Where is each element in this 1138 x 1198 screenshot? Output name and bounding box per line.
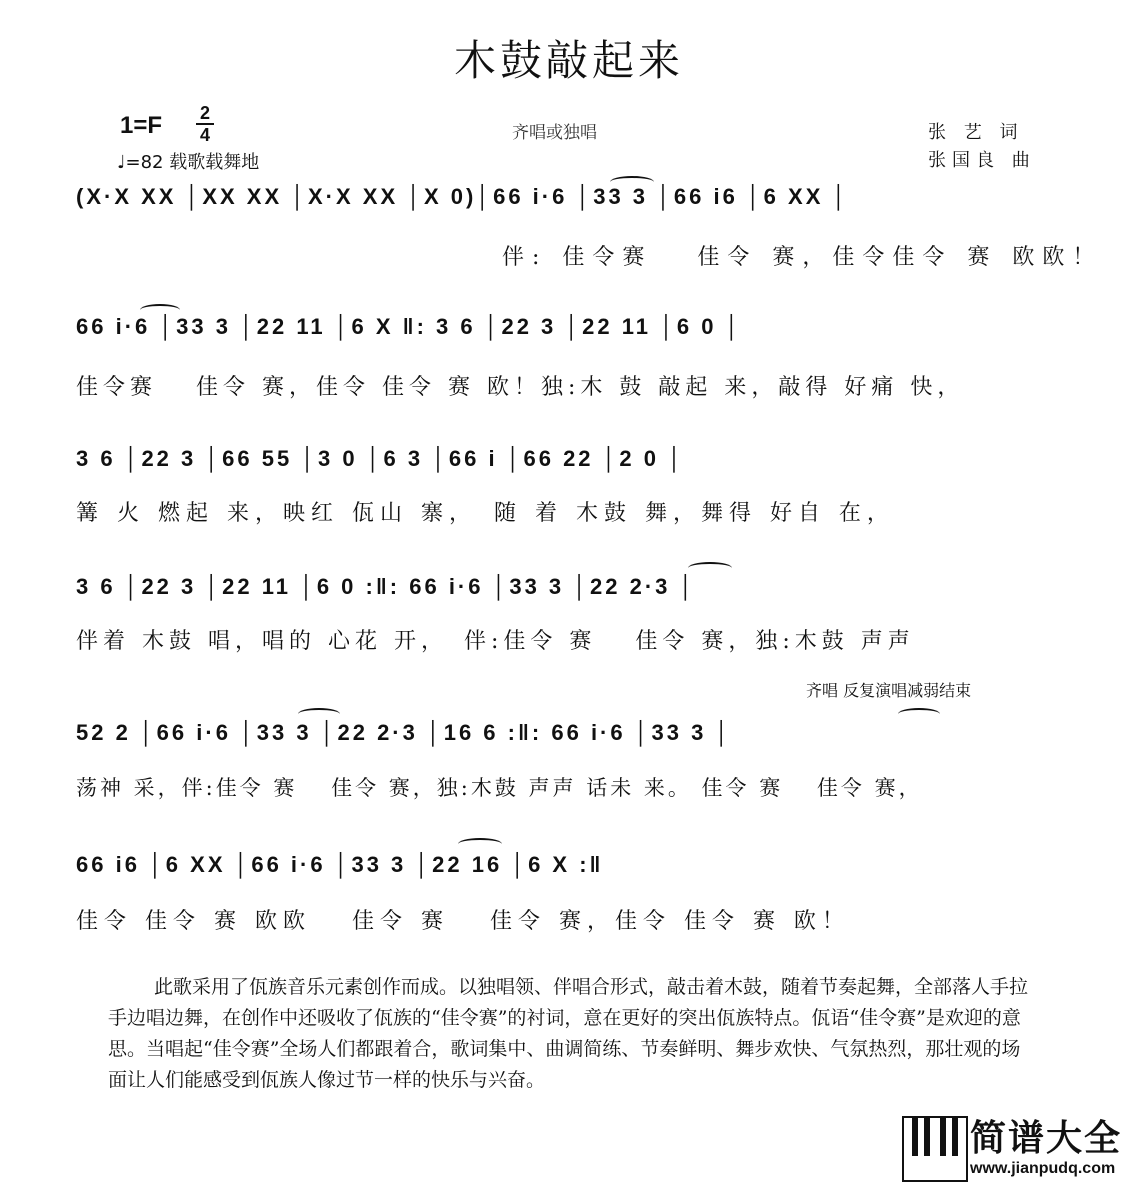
time-signature [196, 104, 214, 144]
watermark-name: 简谱大全 [970, 1118, 1123, 1159]
notes-line-3: 3 6 │22 3 │66 55 │3 0 │6 3 │66 i │66 22 │2 0 │ [76, 446, 685, 471]
song-description: 此歌采用了佤族音乐元素创作而成。以独唱领、伴唱合形式，敲击着木鼓，随着节奏起舞，全部落人手拉手边唱边舞，在创作中还吸收了佤族的“佳令赛”的衬词，意在更好的突出佤族特点。佤语“佳令赛”是欢迎的意思。当唱起“佳令赛”全场人们都跟着合，歌词集中、曲调简练、节奏鲜明、舞步欢快、气氛热烈，那壮观的场面让人们能感受到佤族人像过节一样的快乐与兴奋。 [108, 976, 1029, 1091]
repeat-annotation: 齐唱 反复演唱减弱结束 [806, 681, 972, 700]
tempo-marking: ♩=82 载歌载舞地 [117, 152, 260, 173]
tie-arc [610, 176, 654, 188]
notes-line-4: 3 6 │22 3 │22 11 │6 0 :‖: 66 i·6 │33 3 │22 2·3 │ [76, 574, 697, 599]
notes-line-2: 66 i·6 │33 3 │22 11 │6 X ‖: 3 6 │22 3 │22 11 │6 0 │ [76, 314, 743, 339]
site-watermark [902, 1110, 1132, 1192]
tie-arc [898, 708, 940, 720]
lyrics-line-6: 佳令 佳令 赛 欧欧 佳令 赛 佳令 赛，佳令 佳令 赛 欧！ [76, 909, 850, 934]
tie-arc [298, 708, 340, 720]
tie-arc [688, 562, 732, 574]
performance-style: 齐唱或独唱 [512, 123, 597, 143]
composer-credit: 张国良 曲 [928, 150, 1036, 171]
tie-arc [458, 838, 502, 850]
song-title: 木鼓敲起来 [453, 36, 684, 85]
lyrics-line-1: 伴: 佳令赛 佳令 赛，佳令佳令 赛 欧欧！ [502, 245, 1103, 270]
lyrics-line-4: 伴着 木鼓 唱，唱的 心花 开， 伴:佳令 赛 佳令 赛，独:木鼓 声声 [76, 629, 915, 654]
time-signature-bottom: 4 [199, 125, 210, 145]
tie-arc [140, 304, 180, 316]
lyrics-line-5: 荡神 采，伴:佳令 赛 佳令 赛，独:木鼓 声声 话未 来。 佳令 赛 佳令 赛， [76, 776, 923, 800]
time-signature-top: 2 [199, 103, 210, 123]
lyricist-credit: 张 艺 词 [928, 122, 1024, 143]
lyrics-line-2: 佳令赛 佳令 赛，佳令 佳令 赛 欧！独:木 鼓 敲起 来，敲得 好痛 快， [76, 375, 965, 400]
notes-line-5: 52 2 │66 i·6 │33 3 │22 2·3 │16 6 :‖: 66 i·6 │33 3 │ [76, 720, 733, 745]
piano-keys-icon [902, 1116, 968, 1182]
key-signature: 1=F [120, 112, 163, 139]
lyrics-line-3: 篝 火 燃起 来，映红 佤山 寨， 随 着 木鼓 舞，舞得 好自 在， [76, 501, 895, 526]
notes-line-1: (X·X XX │XX XX │X·X XX │X 0)│66 i·6 │33 3 │66 i6 │6 XX │ [76, 184, 850, 209]
watermark-url: www.jianpudq.com [970, 1160, 1116, 1177]
notes-line-6: 66 i6 │6 XX │66 i·6 │33 3 │22 16 │6 X :‖ [76, 852, 604, 877]
